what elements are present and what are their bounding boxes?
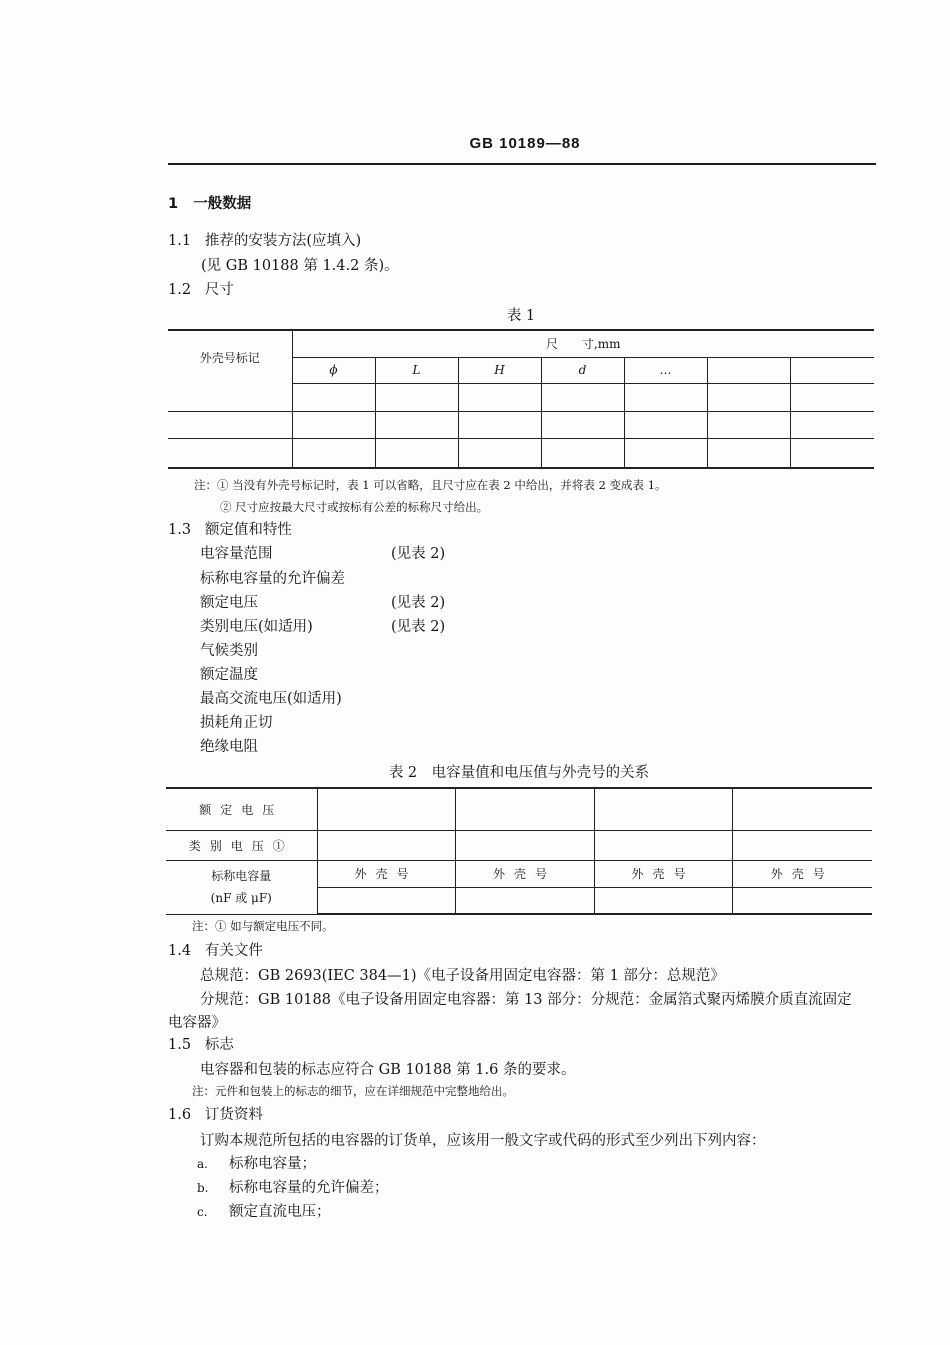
table-cell	[455, 788, 594, 830]
header-rule	[168, 163, 876, 165]
list-item	[197, 1176, 389, 1197]
case-number-header: 外壳号	[317, 860, 455, 887]
section-title: 订货资料	[204, 1107, 263, 1123]
rating-label: 类别电压(如适用)	[200, 619, 313, 635]
rating-label: 绝缘电阻	[200, 739, 258, 755]
rating-item	[200, 615, 313, 636]
category-voltage-label: 类别电压①	[188, 838, 294, 853]
table-1-col-header: L	[375, 357, 458, 383]
section-1-1-heading	[168, 229, 361, 250]
rating-label: 气候类别	[200, 643, 258, 659]
table-cell	[168, 383, 292, 411]
section-1-4-heading	[168, 939, 263, 960]
table-1-col-header	[790, 357, 874, 383]
table-cell	[732, 830, 872, 860]
table-cell	[790, 383, 874, 411]
section-number: 1.2	[168, 282, 192, 298]
rating-label: 电容量范围	[200, 546, 273, 562]
table-cell	[317, 788, 455, 830]
table-1-group-header: 尺 寸,mm	[292, 330, 874, 357]
table-cell	[317, 887, 455, 914]
marking-note: 注：元件和包装上的标志的细节，应在详细规范中完整地给出。	[192, 1084, 514, 1098]
table-cell	[541, 411, 624, 438]
rating-item	[200, 687, 342, 708]
table-cell	[707, 411, 790, 438]
table-2-note: 注：① 如与额定电压不同。	[192, 919, 334, 933]
table-cell	[594, 830, 732, 860]
section-number: 1.3	[168, 522, 192, 538]
related-doc-line: 电容器》	[168, 1015, 226, 1031]
table-cell	[292, 411, 375, 438]
ordering-text: 订购本规范所包括的电容器的订货单，应该用一般文字或代码的形式至少列出下列内容：	[200, 1133, 766, 1149]
table-cell	[594, 788, 732, 830]
table-row	[168, 411, 874, 438]
table-cell	[624, 383, 707, 411]
section-title: 有关文件	[204, 943, 263, 959]
table-2-caption: 表 2 电容量值和电压值与外壳号的关系	[388, 765, 650, 781]
rating-item	[200, 591, 258, 612]
section-title: 一般数据	[193, 196, 252, 212]
table-2-row-label	[166, 788, 317, 830]
table-2	[166, 787, 872, 915]
table-cell	[707, 383, 790, 411]
rating-label: 额定电压	[200, 595, 258, 611]
section-number: 1.1	[168, 233, 192, 249]
table-cell	[317, 830, 455, 860]
case-number-header: 外壳号	[455, 860, 594, 887]
table-cell	[458, 438, 541, 468]
table-cell	[375, 383, 458, 411]
table-cell	[594, 887, 732, 914]
capacitance-unit-label: (nF 或 μF)	[210, 891, 272, 905]
section-1-6-heading	[168, 1103, 263, 1124]
rating-item	[200, 542, 273, 563]
table-row	[168, 438, 874, 468]
table-cell	[292, 438, 375, 468]
rating-ref: (见表 2)	[391, 546, 446, 562]
rating-item	[200, 735, 258, 756]
rating-item	[200, 663, 258, 684]
list-marker: b.	[197, 1181, 209, 1195]
section-1-3-heading	[168, 518, 292, 539]
table-cell	[458, 411, 541, 438]
list-item	[197, 1152, 316, 1173]
table-1-col-header: ϕ	[292, 357, 375, 383]
case-number-header: 外壳号	[732, 860, 872, 887]
table-cell	[455, 887, 594, 914]
table-cell	[455, 830, 594, 860]
table-cell	[375, 411, 458, 438]
table-cell	[790, 438, 874, 468]
rating-item	[200, 711, 273, 732]
table-cell	[732, 788, 872, 830]
table-1-col-header: d	[541, 357, 624, 383]
table-cell	[168, 411, 292, 438]
table-cell	[541, 383, 624, 411]
table-cell	[458, 383, 541, 411]
section-title: 尺寸	[204, 282, 234, 298]
rating-item	[200, 639, 258, 660]
table-cell	[168, 438, 292, 468]
section-1-5-heading	[168, 1033, 234, 1054]
list-text: 标称电容量的允许偏差；	[229, 1180, 389, 1196]
rating-label: 损耗角正切	[200, 715, 273, 731]
table-cell	[707, 438, 790, 468]
section-number: 1.5	[168, 1037, 192, 1053]
table-1-row-header: 外壳号标记	[168, 330, 292, 383]
section-1-1-text: (见 GB 10188 第 1.4.2 条)。	[201, 258, 399, 274]
marking-text: 电容器和包装的标志应符合 GB 10188 第 1.6 条的要求。	[200, 1062, 576, 1078]
table-cell	[541, 438, 624, 468]
table-row	[166, 830, 872, 860]
rating-label: 最高交流电压(如适用)	[200, 691, 342, 707]
nominal-capacitance-label: 标称电容量	[211, 869, 272, 883]
section-title: 标志	[204, 1037, 234, 1053]
table-2-row-label	[166, 830, 317, 860]
table-row	[166, 788, 872, 830]
section-1-heading	[168, 192, 251, 213]
section-number: 1.6	[168, 1107, 192, 1123]
rating-ref: (见表 2)	[391, 619, 446, 635]
table-1-note-2: ② 尺寸应按最大尺寸或按标有公差的标称尺寸给出。	[220, 500, 489, 514]
list-item	[197, 1200, 331, 1221]
table-cell	[292, 383, 375, 411]
rating-label: 额定温度	[200, 667, 258, 683]
table-1	[168, 329, 874, 469]
list-text: 标称电容量；	[229, 1156, 316, 1172]
rating-ref: (见表 2)	[391, 595, 446, 611]
section-title: 推荐的安装方法(应填入)	[204, 233, 362, 249]
table-2-row-label	[166, 860, 317, 914]
section-number: 1.4	[168, 943, 192, 959]
rated-voltage-label: 额定电压	[199, 802, 284, 817]
section-title: 额定值和特性	[204, 522, 292, 538]
section-number: 1	[168, 196, 179, 212]
table-1-caption: 表 1	[506, 308, 536, 324]
table-cell	[790, 411, 874, 438]
table-1-col-header	[707, 357, 790, 383]
table-cell	[624, 438, 707, 468]
table-cell	[624, 411, 707, 438]
case-number-header: 外壳号	[594, 860, 732, 887]
rating-label: 标称电容量的允许偏差	[200, 571, 345, 587]
table-cell	[375, 438, 458, 468]
list-text: 额定直流电压；	[229, 1204, 331, 1220]
table-1-note-1: 注：① 当没有外壳号标记时，表 1 可以省略，且尺寸应在表 2 中给出，并将表 2 变成表 1。	[194, 478, 667, 492]
table-row	[168, 383, 874, 411]
related-doc-line: 分规范：GB 10188《电子设备用固定电容器：第 13 部分：分规范：金属箔式聚丙烯膜介质直流固定	[200, 992, 852, 1008]
list-marker: a.	[197, 1157, 208, 1171]
table-row	[166, 860, 872, 887]
table-1-col-header: …	[624, 357, 707, 383]
list-marker: c.	[197, 1205, 208, 1219]
table-1-col-header: H	[458, 357, 541, 383]
table-cell	[732, 887, 872, 914]
rating-item	[200, 567, 345, 588]
section-1-2-heading	[168, 278, 234, 299]
document-code: GB 10189—88	[469, 135, 581, 152]
related-doc-line: 总规范：GB 2693(IEC 384—1)《电子设备用固定电容器：第 1 部分：总规范》	[200, 968, 725, 984]
